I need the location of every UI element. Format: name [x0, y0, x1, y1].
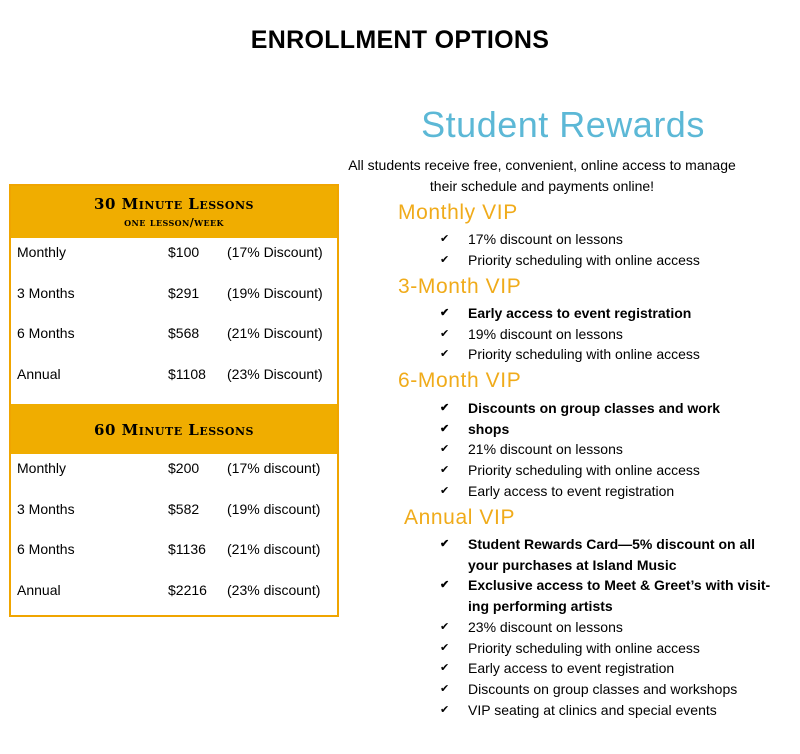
- benefit-item: [440, 460, 800, 481]
- benefit-list-6month: [440, 398, 800, 502]
- benefit-text: ing performing artists: [468, 598, 613, 615]
- tier-3month-vip: 3-Month VIP: [398, 275, 522, 298]
- price-cell: $568: [168, 325, 200, 341]
- benefit-item: [440, 534, 800, 555]
- benefit-item: [440, 658, 800, 679]
- tier-6month-vip: 6-Month VIP: [398, 369, 522, 392]
- pricing-heading: 60 Minute Lessons: [94, 421, 254, 439]
- benefit-item: [440, 638, 800, 659]
- checkmark-icon: ✔: [440, 538, 450, 550]
- discount-cell: (23% Discount): [227, 365, 323, 382]
- benefit-text: Priority scheduling with online access: [468, 346, 700, 363]
- benefit-text: 17% discount on lessons: [468, 231, 623, 247]
- intro-line: All students receive free, convenient, online access to manage: [348, 157, 736, 173]
- term-cell: 6 Months: [17, 541, 75, 557]
- benefit-text: Priority scheduling with online access: [468, 462, 700, 479]
- pricing-row: [11, 454, 337, 495]
- price-cell: $2216: [168, 581, 207, 598]
- benefit-list-monthly: [440, 229, 800, 270]
- checkmark-icon: ✔: [440, 662, 450, 675]
- checkmark-icon: ✔: [440, 348, 450, 361]
- benefit-item: [440, 596, 800, 617]
- checkmark-icon: ✔: [440, 579, 450, 592]
- term-cell: 3 Months: [17, 500, 75, 517]
- tier-annual-vip: Annual VIP: [404, 506, 516, 529]
- benefit-item: [440, 555, 800, 576]
- checkmark-icon: ✔: [440, 327, 450, 340]
- pricing-header-60min: [11, 404, 337, 454]
- checkmark-icon: ✔: [440, 443, 450, 456]
- discount-cell: (21% Discount): [227, 325, 323, 341]
- rewards-intro: [347, 155, 737, 197]
- benefit-text: 21% discount on lessons: [468, 441, 623, 458]
- benefit-text: Early access to event registration: [468, 305, 692, 321]
- price-cell: $100: [168, 244, 200, 260]
- checkmark-icon: ✔: [440, 307, 450, 319]
- benefit-text: 19% discount on lessons: [468, 325, 623, 342]
- discount-cell: (21% discount): [227, 541, 321, 557]
- term-cell: Annual: [17, 365, 61, 382]
- pricing-row: [11, 495, 337, 536]
- benefit-text: Priority scheduling with online access: [468, 639, 700, 656]
- checkmark-icon: ✔: [440, 641, 450, 654]
- discount-cell: (17% Discount): [227, 244, 323, 260]
- checkmark-icon: ✔: [440, 422, 450, 435]
- benefit-list-3month: [440, 303, 800, 365]
- term-cell: 6 Months: [17, 325, 75, 341]
- pricing-subheading: one lesson/week: [124, 216, 224, 229]
- benefit-item: [440, 481, 800, 502]
- benefit-item: [440, 229, 800, 250]
- benefit-item: [440, 303, 800, 324]
- benefit-text: your purchases at Island Music: [468, 556, 677, 573]
- benefit-text: 23% discount on lessons: [468, 618, 623, 635]
- benefit-item: [440, 617, 800, 638]
- checkmark-icon: ✔: [440, 253, 450, 266]
- benefit-list-annual: [440, 534, 800, 720]
- benefit-item: [440, 679, 800, 700]
- checkmark-icon: ✔: [440, 682, 450, 695]
- price-cell: $1136: [168, 541, 206, 557]
- checkmark-icon: ✔: [440, 703, 450, 716]
- pricing-row: [11, 279, 337, 320]
- benefit-text: shops: [468, 420, 510, 437]
- discount-cell: (19% Discount): [227, 284, 323, 301]
- term-cell: Annual: [17, 581, 61, 598]
- page-title: ENROLLMENT OPTIONS: [250, 26, 550, 54]
- discount-cell: (23% discount): [227, 581, 321, 598]
- checkmark-icon: ✔: [440, 620, 450, 633]
- price-cell: $200: [168, 460, 200, 476]
- benefit-item: [440, 250, 800, 271]
- price-cell: $291: [168, 284, 200, 301]
- checkmark-icon: ✔: [440, 402, 450, 414]
- discount-cell: (19% discount): [227, 500, 321, 517]
- benefit-item: [440, 419, 800, 440]
- benefit-text: Student Rewards Card—5% discount on all: [468, 536, 756, 552]
- benefit-text: Discounts on group classes and workshops: [468, 680, 738, 697]
- term-cell: 3 Months: [17, 284, 75, 301]
- checkmark-icon: ✔: [440, 464, 450, 477]
- pricing-heading: 30 Minute Lessons: [94, 195, 254, 213]
- term-cell: Monthly: [17, 244, 67, 260]
- price-cell: $582: [168, 500, 200, 517]
- pricing-header-30min: [11, 186, 337, 238]
- benefit-text: Early access to event registration: [468, 482, 675, 499]
- benefit-item: [440, 575, 800, 596]
- benefit-item: [440, 398, 800, 419]
- benefit-item: [440, 700, 800, 721]
- price-cell: $1108: [168, 365, 206, 382]
- pricing-row: [11, 535, 337, 576]
- pricing-row: [11, 319, 337, 360]
- benefit-text: Exclusive access to Meet & Greet’s with visit-: [468, 577, 771, 594]
- term-cell: Monthly: [17, 460, 67, 476]
- benefit-item: [440, 324, 800, 345]
- pricing-row: [11, 238, 337, 279]
- benefit-text: Discounts on group classes and work: [468, 400, 721, 416]
- benefit-item: [440, 344, 800, 365]
- checkmark-icon: ✔: [440, 233, 450, 245]
- checkmark-icon: ✔: [440, 484, 450, 497]
- benefit-text: Early access to event registration: [468, 660, 675, 677]
- benefit-text: Priority scheduling with online access: [468, 251, 700, 268]
- discount-cell: (17% discount): [227, 460, 321, 476]
- benefit-text: VIP seating at clinics and special events: [468, 701, 717, 718]
- rewards-title: Student Rewards: [421, 104, 705, 145]
- benefit-item: [440, 439, 800, 460]
- pricing-row: [11, 360, 337, 401]
- pricing-row: [11, 576, 337, 617]
- intro-line: their schedule and payments online!: [429, 178, 655, 194]
- pricing-table: [9, 184, 339, 617]
- tier-monthly-vip: Monthly VIP: [398, 201, 518, 224]
